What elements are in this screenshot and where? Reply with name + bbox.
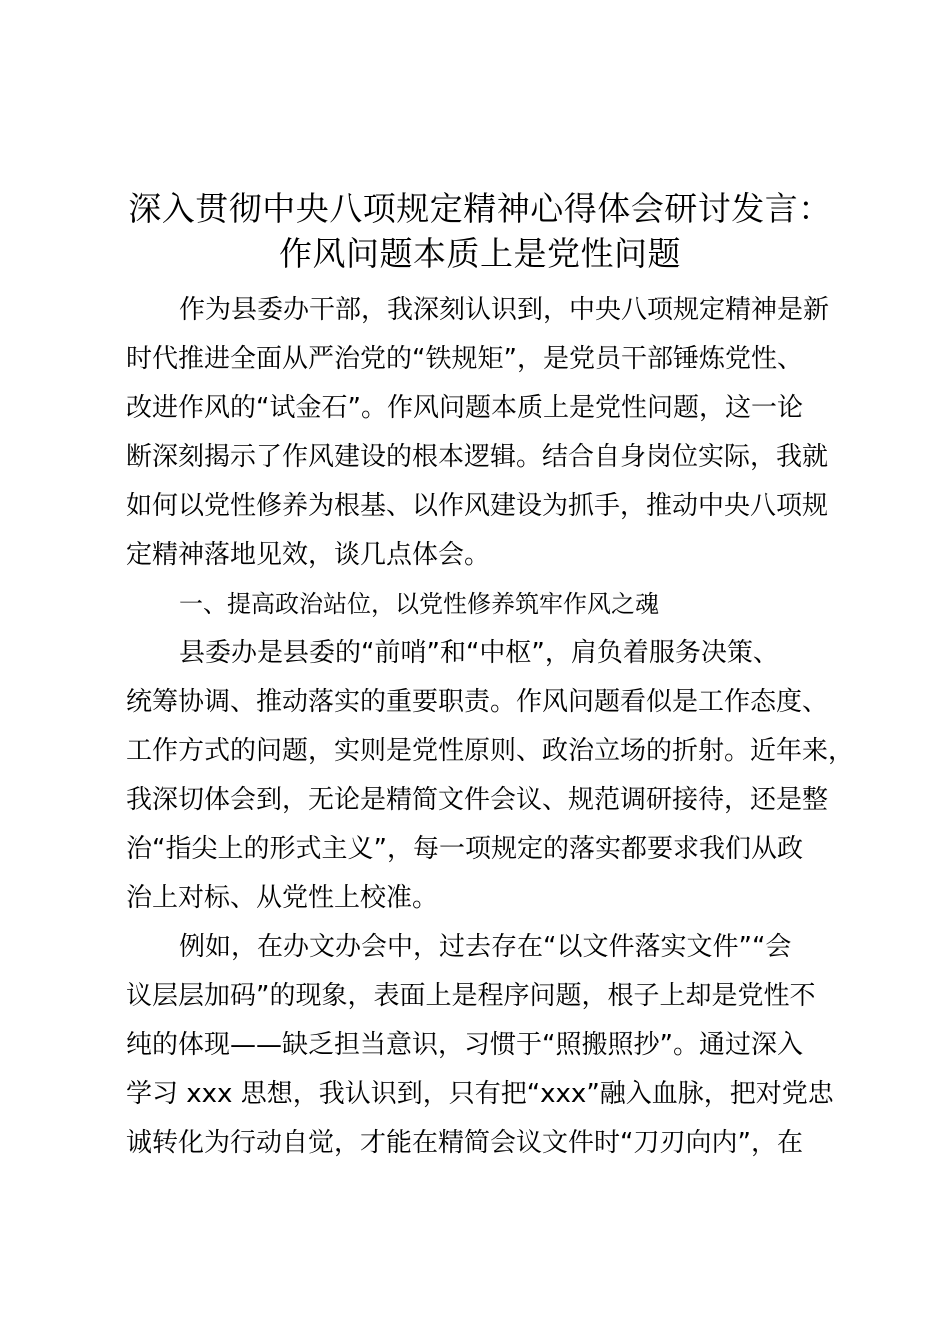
- paragraph-line: 统筹协调、推动落实的重要职责。作风问题看似是工作态度、: [126, 687, 829, 717]
- paragraph-line: 工作方式的问题，实则是党性原则、政治立场的折射。近年来，: [126, 736, 855, 766]
- section-heading-text: 一、提高政治站位，以党性修养筑牢作风之魂: [179, 590, 659, 618]
- paragraph-line: 治“指尖上的形式主义”，每一项规定的落实都要求我们从政: [126, 834, 803, 864]
- document-body: [126, 286, 855, 1168]
- title-line-2: 作风问题本质上是党性问题: [279, 234, 681, 273]
- paragraph-line: 定精神落地见效，谈几点体会。: [126, 540, 491, 570]
- paragraph-line: 作为县委办干部，我深刻认识到，中央八项规定精神是新: [179, 295, 830, 325]
- paragraph-line: 我深切体会到，无论是精简文件会议、规范调研接待，还是整: [126, 785, 829, 815]
- paragraph-line: 治上对标、从党性上校准。: [126, 883, 439, 913]
- paragraph-line: 县委办是县委的“前哨”和“中枢”，肩负着服务决策、: [179, 638, 779, 668]
- paragraph-example: [126, 923, 846, 1168]
- section-heading: [126, 580, 846, 629]
- paragraph-line: 时代推进全面从严治党的“铁规矩”，是党员干部锤炼党性、: [126, 344, 803, 374]
- paragraph-intro: [126, 286, 846, 580]
- paragraph-line: 纯的体现——缺乏担当意识，习惯于“照搬照抄”。通过深入: [126, 1030, 803, 1060]
- title-line-1: 深入贯彻中央八项规定精神心得体会研讨发言：: [128, 189, 832, 228]
- document-title: [120, 186, 840, 276]
- paragraph-line: 如何以党性修养为根基、以作风建设为抓手，推动中央八项规: [126, 491, 829, 521]
- paragraph-line: 例如，在办文办会中，过去存在“以文件落实文件”“会: [179, 932, 792, 962]
- paragraph-line: 改进作风的“试金石”。作风问题本质上是党性问题，这一论: [126, 393, 803, 423]
- paragraph-line: 诚转化为行动自觉，才能在精简会议文件时“刀刃向内”，在: [126, 1128, 803, 1158]
- paragraph-section-1: [126, 629, 855, 923]
- paragraph-line: 议层层加码”的现象，表面上是程序问题，根子上却是党性不: [126, 981, 816, 1011]
- paragraph-line: 学习 xxx 思想，我认识到，只有把“xxx”融入血脉，把对党忠: [126, 1079, 834, 1109]
- paragraph-line: 断深刻揭示了作风建设的根本逻辑。结合自身岗位实际，我就: [126, 442, 829, 472]
